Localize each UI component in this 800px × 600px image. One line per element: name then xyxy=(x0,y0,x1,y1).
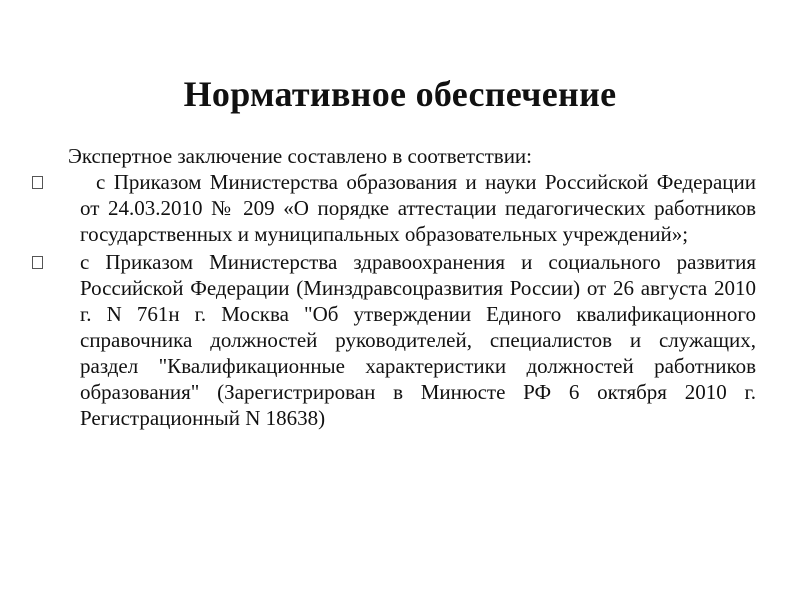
missing-glyph-box-icon xyxy=(32,176,43,189)
bullet-list xyxy=(28,169,756,431)
page-title: Нормативное обеспечение xyxy=(183,74,617,115)
list-item-text: с Приказом Министерства здравоохранения и социального развития Российской Федерации (Минздравсоцразвития России) от 26 августа 2010 г. N 761н г. Москва "Об утверждении Единого квалификационного справочника должностей руководителей, специалистов и служащих, раздел "Квалификационные характеристики должностей работников образования" (Зарегистрирован в Минюсте РФ 6 октября 2010 г. Регистрационный N 18638) xyxy=(80,250,756,430)
list-item xyxy=(28,169,756,247)
list-item xyxy=(28,249,756,431)
missing-glyph-box-icon xyxy=(32,256,43,269)
slide-content xyxy=(28,143,756,431)
list-item-text: с Приказом Министерства образования и науки Российской Федерации от 24.03.2010 № 209 «О порядке аттестации педагогических работников государственных и муниципальных образовательных учреждений»; xyxy=(80,170,756,246)
intro-text: Экспертное заключение составлено в соответствии: xyxy=(68,144,533,168)
